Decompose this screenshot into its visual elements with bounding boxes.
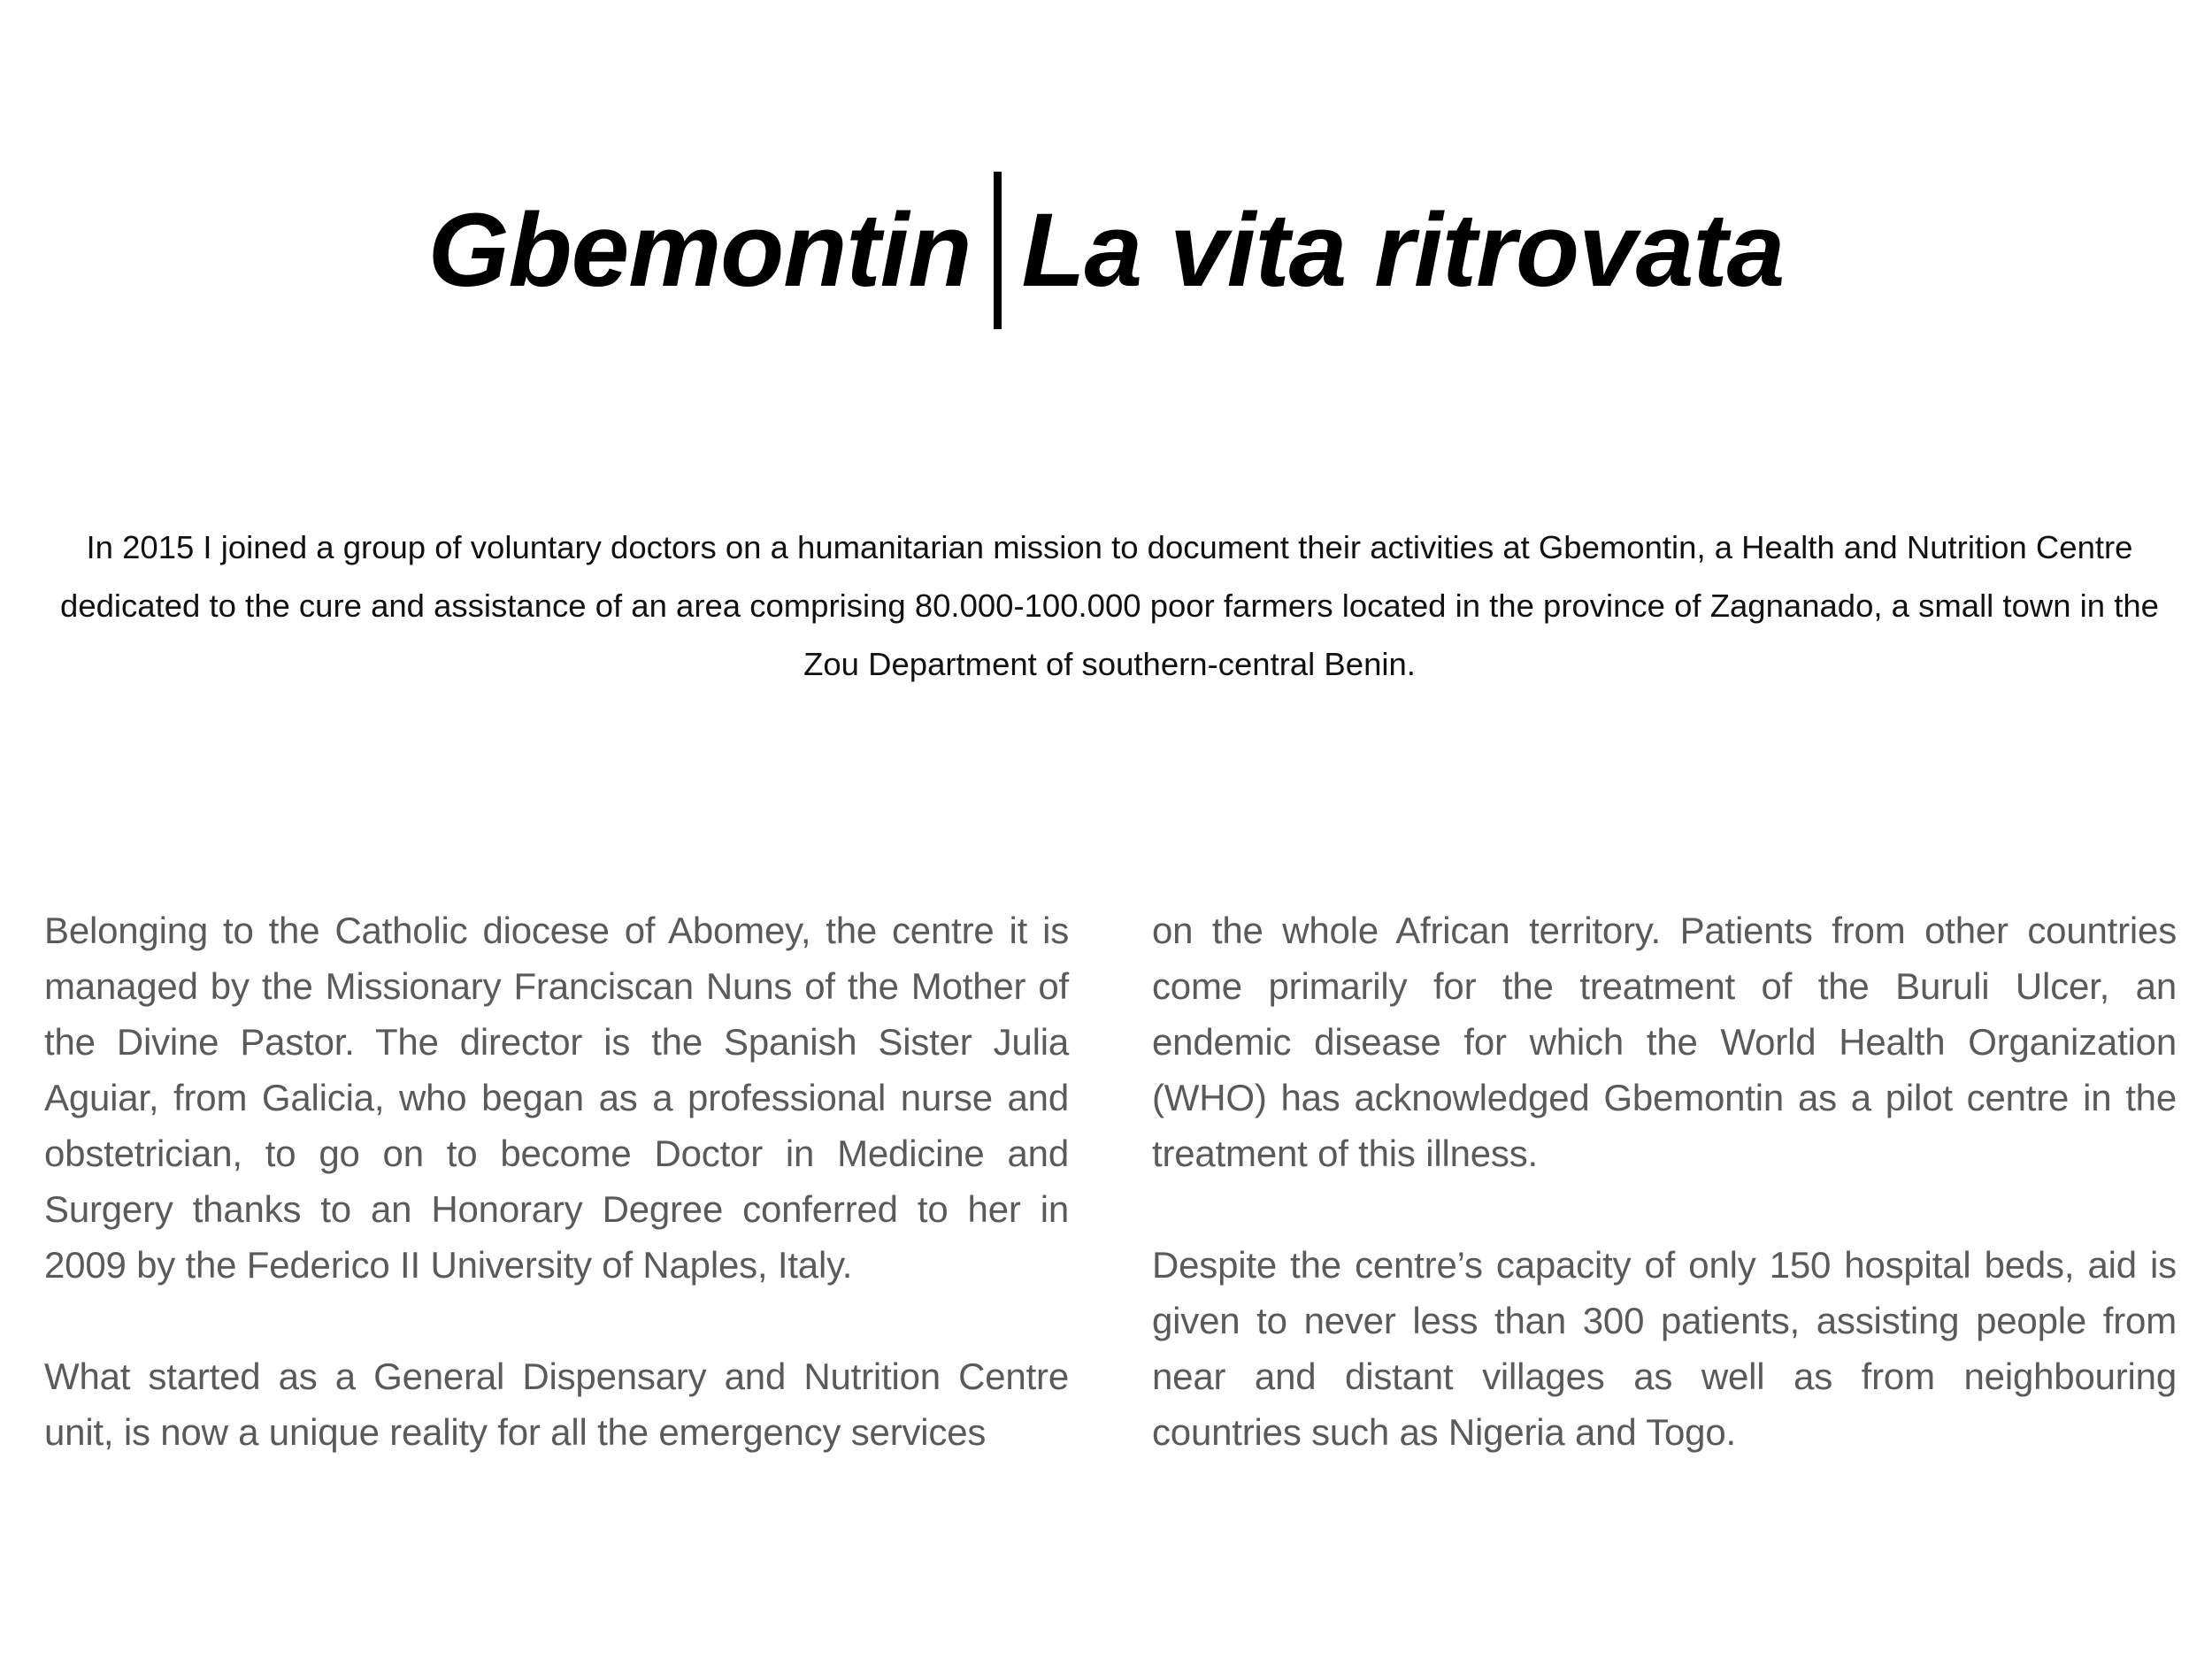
intro-paragraph: In 2015 I joined a group of voluntary doctors on a humanitarian mission to document their activities at Gbemontin, a Health and Nutrition Centre dedicated to the cure and assistance of an area comprising 80.000-100.000 poor farmers located in the province of Zagnanado, a small town in the Zou Department of southern-central Benin.	[60, 529, 2159, 682]
page-title	[0, 168, 2212, 332]
body-paragraph: Belonging to the Catholic diocese of Abomey, the centre it is managed by the Missionary Franciscan Nuns of the Mother of the Divine Pastor. The director is the Spanish Sister Julia Aguiar, from Galicia, who began as a professional nurse and obstetrician, to go on to become Doctor in Medicine and Surgery thanks to an Honorary Degree conferred to her in 2009 by the Federico II University of Naples, Italy.	[44, 910, 1069, 1286]
title-right: La vita ritrovata	[1021, 191, 1785, 309]
body-paragraph: on the whole African territory. Patients from other countries come primarily for the treatment of the Buruli Ulcer, an endemic disease for which the World Health Organization (WHO) has acknowledged Gbemontin as a pilot centre in the treatment of this illness.	[1152, 910, 2177, 1174]
body-paragraph: Despite the centre’s capacity of only 150 hospital beds, aid is given to never less than 300 patients, assisting people from near and distant villages as well as from neighbouring countries such as Nigeria and Togo.	[1152, 1244, 2177, 1453]
body-column-left	[44, 902, 1069, 1460]
title-left: Gbemontin	[427, 191, 972, 309]
body-column-right	[1152, 902, 2177, 1460]
body-paragraph: What started as a General Dispensary and Nutrition Centre unit, is now a unique reality for all the emergency services	[44, 1356, 1069, 1453]
title-divider	[994, 172, 1002, 329]
